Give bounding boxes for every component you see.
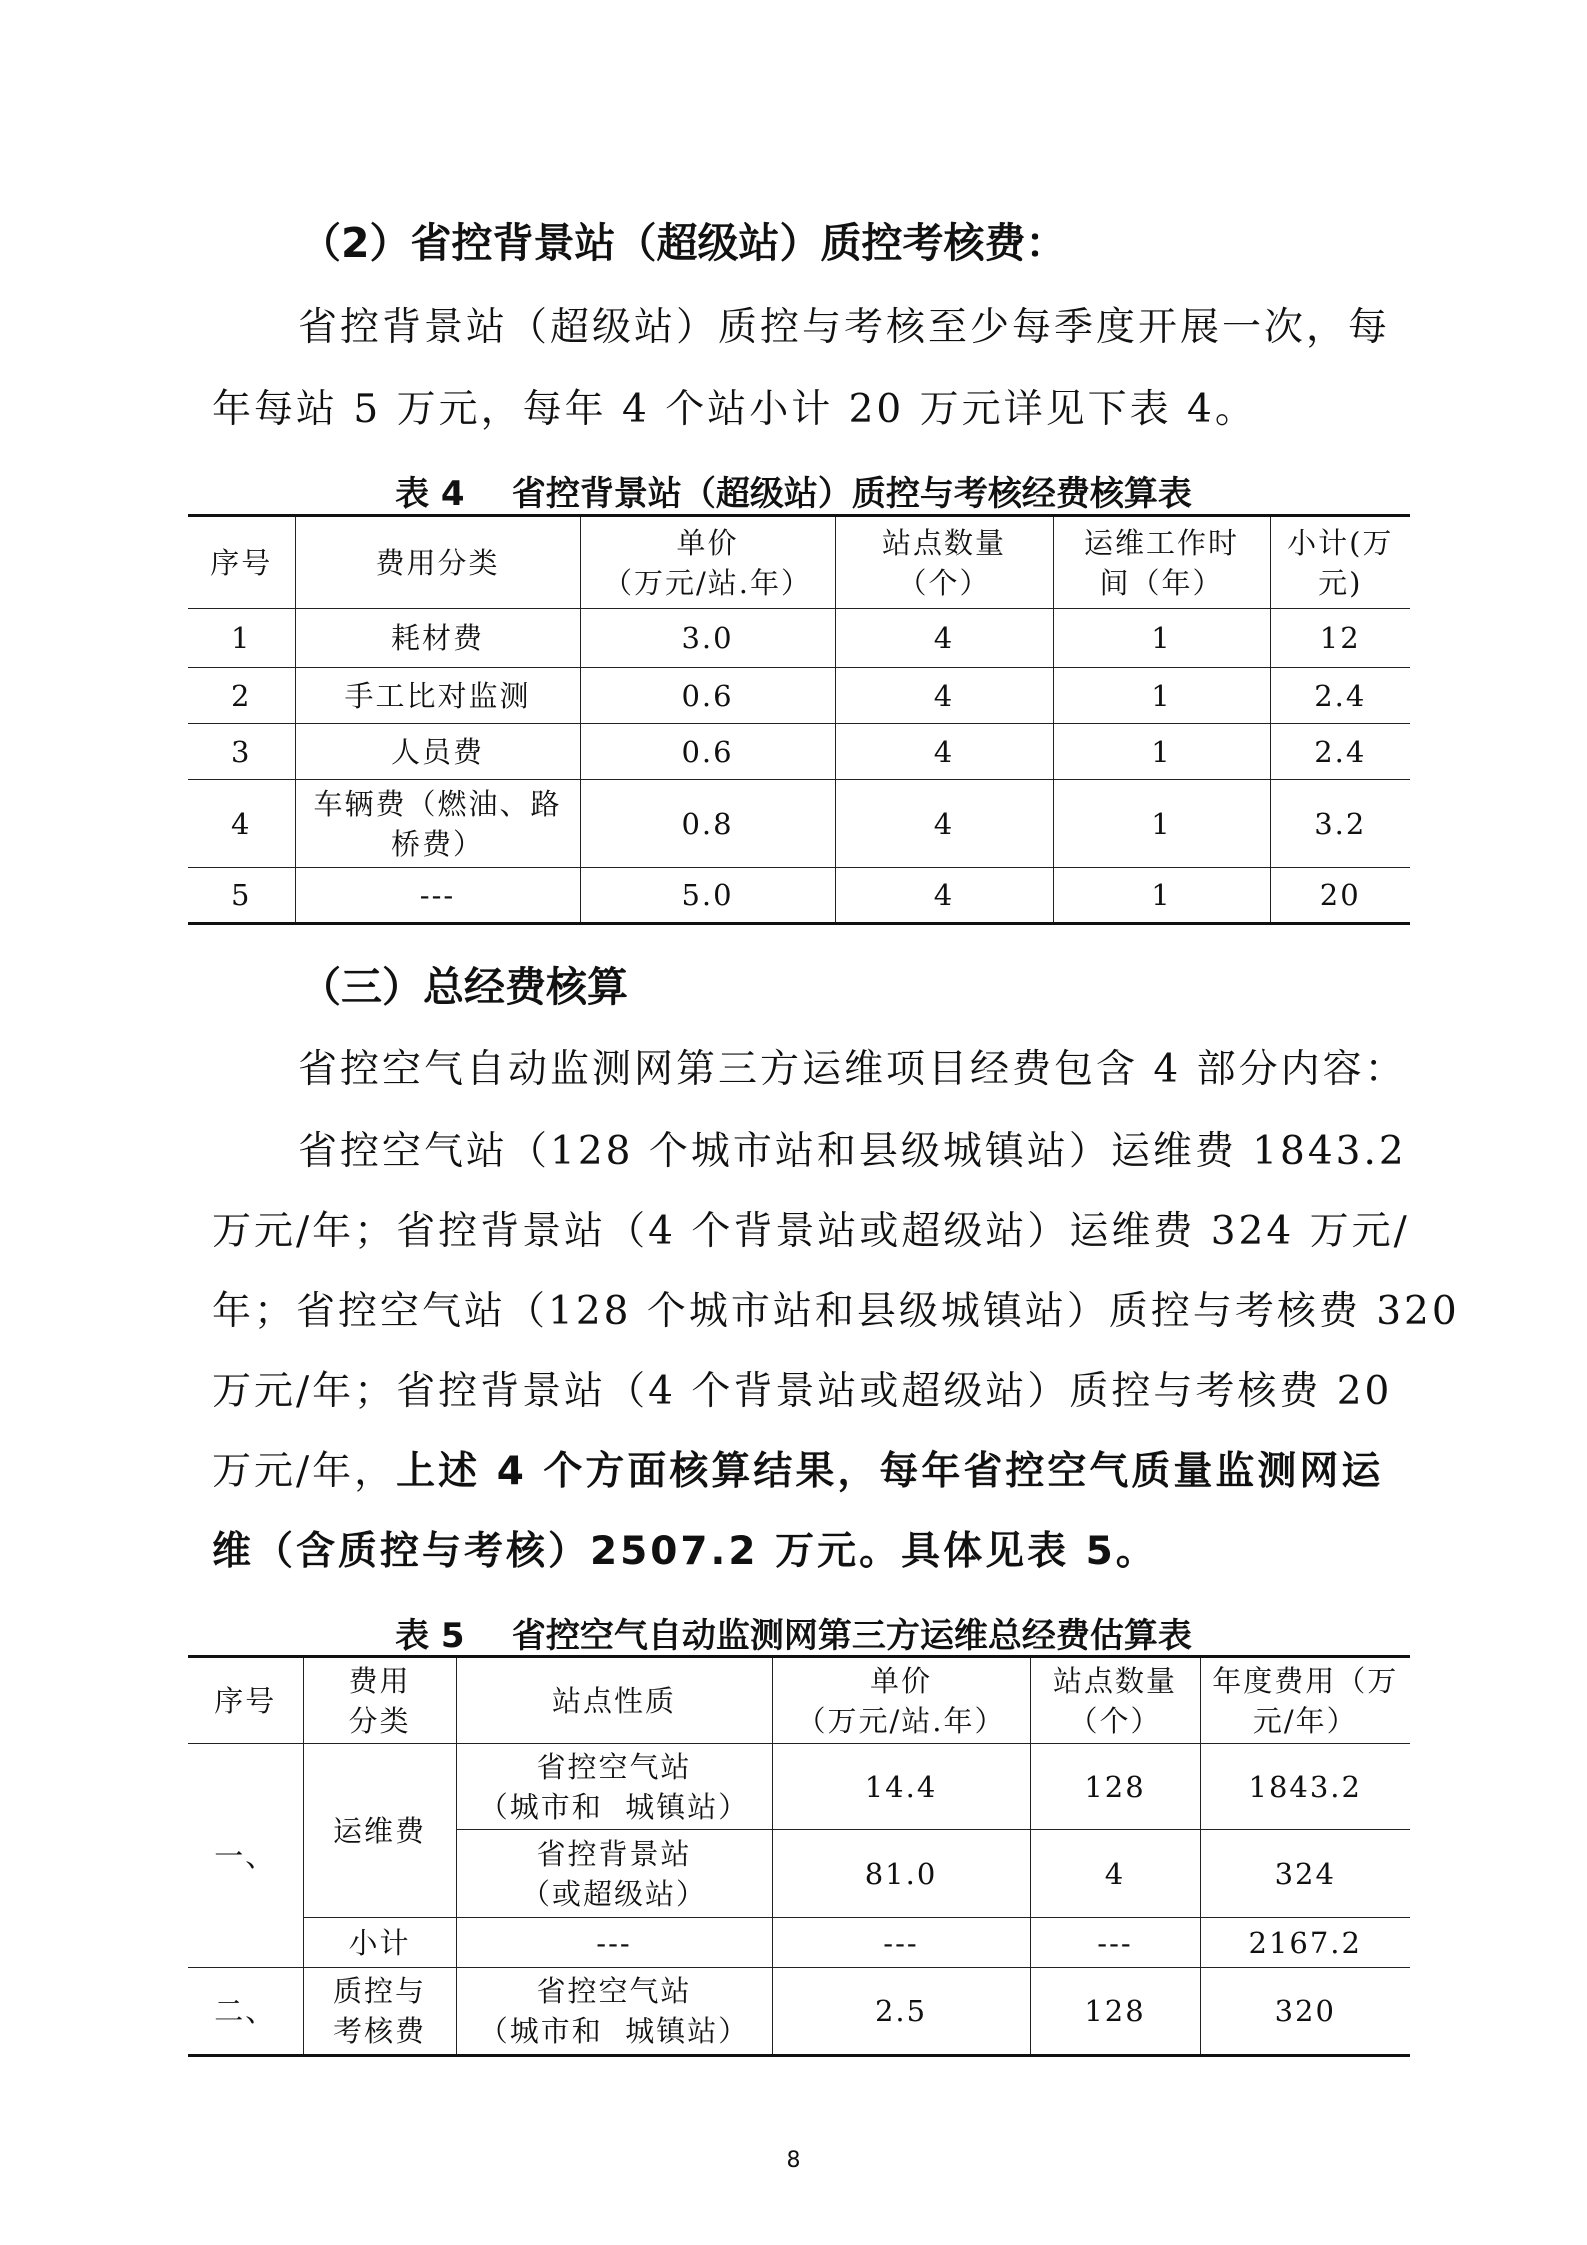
cell: ---	[772, 1918, 1030, 1968]
cell: 2.5	[772, 1968, 1030, 2056]
header-cell: 费用 分类	[303, 1657, 456, 1744]
header-cell: 站点数量 （个）	[835, 516, 1053, 609]
cell: 手工比对监测	[295, 668, 580, 724]
cell: 1843.2	[1200, 1744, 1410, 1830]
table-row	[188, 780, 1410, 868]
table5-header-row	[188, 1657, 1410, 1744]
cell: 0.6	[580, 668, 835, 724]
cell: 5.0	[580, 868, 835, 924]
cell: 20	[1270, 868, 1410, 924]
cell: 省控空气站 （城市和 城镇站）	[456, 1968, 772, 2056]
cell: 5	[188, 868, 295, 924]
cell: 2167.2	[1200, 1918, 1410, 1968]
paragraph-line: 省控空气站（128 个城市站和县级城镇站）运维费 1843.2	[298, 1129, 1407, 1174]
group-number-cell: 一、	[188, 1744, 303, 1968]
cell: 1	[188, 609, 295, 668]
table-row	[188, 724, 1410, 780]
cell: 3.2	[1270, 780, 1410, 868]
table-row	[188, 668, 1410, 724]
cell: 省控空气站 （城市和 城镇站）	[456, 1744, 772, 1830]
cell: 0.6	[580, 724, 835, 780]
cell: 3	[188, 724, 295, 780]
paragraph-line: 年每站 5 万元，每年 4 个站小计 20 万元详见下表 4。	[212, 387, 1257, 432]
table4-caption: 表 4 省控背景站（超级站）质控与考核经费核算表	[395, 474, 1192, 514]
header-cell: 单价 （万元/站.年）	[772, 1657, 1030, 1744]
cell: 4	[835, 780, 1053, 868]
cell: 耗材费	[295, 609, 580, 668]
paragraph-line: 万元/年；省控背景站（4 个背景站或超级站）运维费 324 万元/	[212, 1209, 1410, 1254]
header-cell: 年度费用（万 元/年）	[1200, 1657, 1410, 1744]
paragraph-line: 万元/年；省控背景站（4 个背景站或超级站）质控与考核费 20	[212, 1369, 1393, 1414]
header-cell: 运维工作时 间（年）	[1053, 516, 1270, 609]
cell: ---	[1030, 1918, 1200, 1968]
cell: 3.0	[580, 609, 835, 668]
paragraph-line: 年；省控空气站（128 个城市站和县级城镇站）质控与考核费 320	[212, 1289, 1460, 1334]
group-category-cell: 运维费	[303, 1744, 456, 1918]
section-heading-2: （2）省控背景站（超级站）质控考核费：	[300, 219, 1067, 267]
cell: 12	[1270, 609, 1410, 668]
cell: 4	[188, 780, 295, 868]
cell: 128	[1030, 1968, 1200, 2056]
cell: 4	[1030, 1830, 1200, 1918]
cell: 4	[835, 609, 1053, 668]
header-cell: 站点数量 （个）	[1030, 1657, 1200, 1744]
paragraph-emphasis: 上述 4 个方面核算结果，每年省控空气质量监测网运	[396, 1449, 1384, 1494]
cell: 4	[835, 868, 1053, 924]
cell: ---	[456, 1918, 772, 1968]
cell: 81.0	[772, 1830, 1030, 1918]
paragraph-line: 省控背景站（超级站）质控与考核至少每季度开展一次，每	[298, 305, 1391, 350]
header-cell: 站点性质	[456, 1657, 772, 1744]
cell: 车辆费（燃油、路 桥费）	[295, 780, 580, 868]
cell: 4	[835, 668, 1053, 724]
cell: 324	[1200, 1830, 1410, 1918]
table-row	[188, 868, 1410, 924]
header-cell: 单价 （万元/站.年）	[580, 516, 835, 609]
cell: 1	[1053, 668, 1270, 724]
paragraph-emphasis: 维（含质控与考核）2507.2 万元。具体见表 5。	[212, 1529, 1158, 1574]
cell: 320	[1200, 1968, 1410, 2056]
group-category-cell: 质控与 考核费	[303, 1968, 456, 2056]
header-cell: 费用分类	[295, 516, 580, 609]
cell: 14.4	[772, 1744, 1030, 1830]
table5	[188, 1655, 1410, 2057]
cell: 2	[188, 668, 295, 724]
table-row	[188, 1918, 1410, 1968]
group-number-cell: 二、	[188, 1968, 303, 2056]
table-row	[188, 609, 1410, 668]
table4	[188, 514, 1410, 925]
table-row	[188, 1968, 1410, 2056]
cell: 0.8	[580, 780, 835, 868]
cell: 128	[1030, 1744, 1200, 1830]
cell: 小计	[303, 1918, 456, 1968]
cell: 2.4	[1270, 724, 1410, 780]
cell: 1	[1053, 724, 1270, 780]
cell: 1	[1053, 780, 1270, 868]
cell: 省控背景站 （或超级站）	[456, 1830, 772, 1918]
header-cell: 小计(万 元)	[1270, 516, 1410, 609]
paragraph-line	[212, 1440, 1383, 1496]
header-cell: 序号	[188, 1657, 303, 1744]
table-row	[188, 1744, 1410, 1830]
section-heading-3: （三）总经费核算	[300, 963, 628, 1011]
cell: ---	[295, 868, 580, 924]
cell: 2.4	[1270, 668, 1410, 724]
cell: 1	[1053, 868, 1270, 924]
table5-caption: 表 5 省控空气自动监测网第三方运维总经费估算表	[395, 1616, 1192, 1656]
header-cell: 序号	[188, 516, 295, 609]
cell: 1	[1053, 609, 1270, 668]
paragraph-text: 万元/年，	[212, 1449, 397, 1494]
cell: 4	[835, 724, 1053, 780]
table4-header-row	[188, 516, 1410, 609]
page-number: 8	[786, 2148, 801, 2173]
cell: 人员费	[295, 724, 580, 780]
paragraph-line: 省控空气自动监测网第三方运维项目经费包含 4 部分内容：	[298, 1047, 1407, 1092]
